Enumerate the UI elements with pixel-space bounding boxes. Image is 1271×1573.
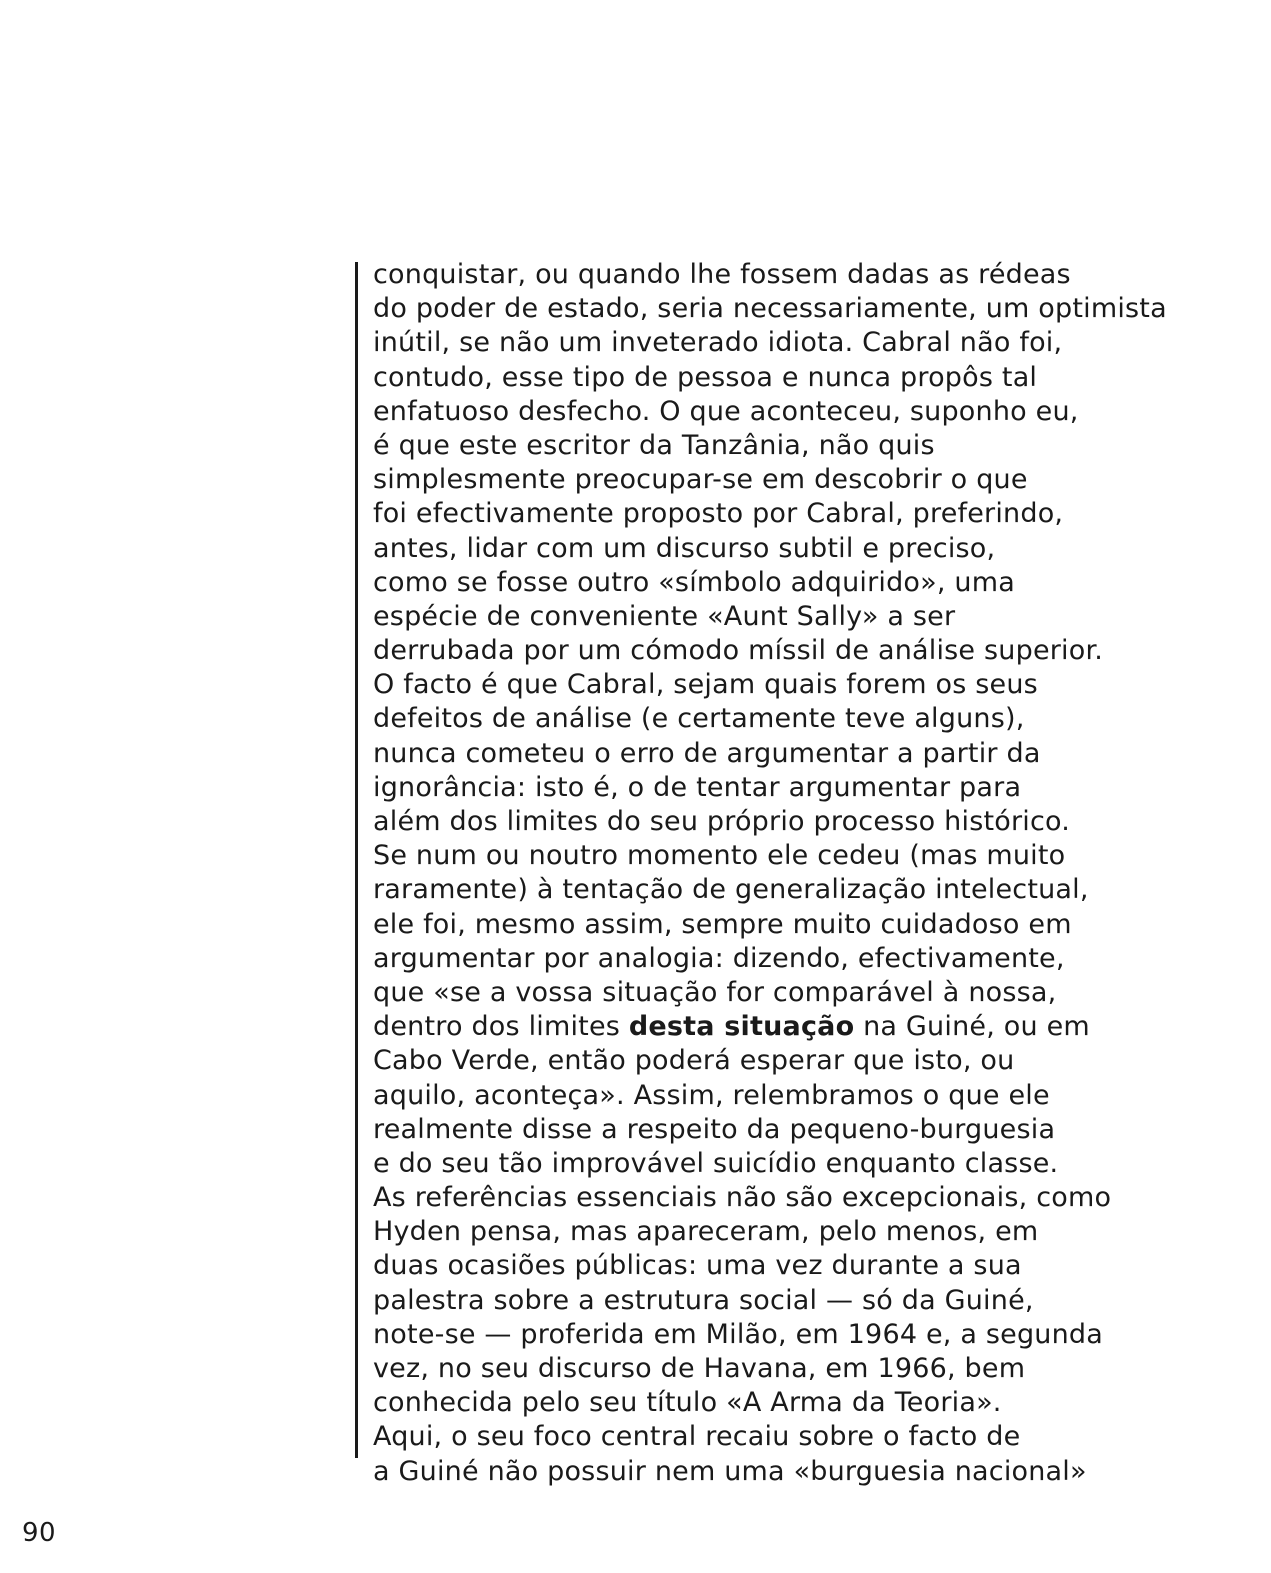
text-line: simplesmente preocupar-se em descobrir o que [373,464,1028,496]
text-line: argumentar por analogia: dizendo, efectivamente, [373,942,1065,974]
text-line: além dos limites do seu próprio processo histórico. [373,806,1071,837]
text-line: contudo, esse tipo de pessoa e nunca propôs tal [373,361,1038,393]
text-line: antes, lidar com um discurso subtil e preciso, [373,532,996,564]
text-line: Hyden pensa, mas apareceram, pelo menos, em [373,1216,1039,1248]
margin-rule [355,262,358,1458]
text-line: Aqui, o seu foco central recaiu sobre o facto de [373,1421,1021,1453]
text-line: nunca cometeu o erro de argumentar a partir da [373,737,1041,769]
text-line: duas ocasiões públicas: uma vez durante a sua [373,1250,1022,1282]
emphasis-line [373,1010,1243,1044]
text-line: Se num ou noutro momento ele cedeu (mas muito [373,840,1066,872]
text-line: ele foi, mesmo assim, sempre muito cuidadoso em [373,908,1072,940]
text-line: conquistar, ou quando lhe fossem dadas as rédeas [373,259,1071,290]
text-line: ignorância: isto é, o de tentar argumentar para [373,771,1022,803]
text-line: O facto é que Cabral, sejam quais forem os seus [373,669,1038,701]
text-line: Cabo Verde, então poderá esperar que isto, ou [373,1045,1015,1077]
text-line: como se fosse outro «símbolo adquirido», uma [373,566,1015,598]
text-line: conhecida pelo seu título «A Arma da Teoria». [373,1387,1002,1419]
text-line: que «se a vossa situação for comparável à nossa, [373,976,1057,1008]
page-number: 90 [22,1518,57,1548]
text-line: defeitos de análise (e certamente teve alguns), [373,703,1025,735]
text-line: realmente disse a respeito da pequeno-burguesia [373,1113,1056,1145]
text-line: foi efectivamente proposto por Cabral, preferindo, [373,498,1064,530]
text-line: é que este escritor da Tanzânia, não quis [373,429,935,461]
text-line: espécie de conveniente «Aunt Sally» a ser [373,600,956,632]
text-line: a Guiné não possuir nem uma «burguesia nacional» [373,1455,1087,1487]
text-line: e do seu tão improvável suicídio enquanto classe. [373,1147,1059,1179]
text-line: enfatuoso desfecho. O que aconteceu, suponho eu, [373,395,1079,427]
text-line: vez, no seu discurso de Havana, em 1966, bem [373,1353,1026,1384]
text-line: aquilo, aconteça». Assim, relembramos o que ele [373,1079,1050,1111]
text-line: derrubada por um cómodo míssil de análise superior. [373,635,1104,667]
body-text [373,258,1243,1489]
text-line: inútil, se não um inveterado idiota. Cabral não foi, [373,327,1063,359]
emphasis-bold: desta situação [628,1011,855,1043]
text-line: As referências essenciais não são excepcionais, como [373,1182,1112,1214]
emphasis-after: na Guiné, ou em [854,1011,1090,1043]
text-line: note-se — proferida em Milão, em 1964 e, a segunda [373,1318,1104,1350]
text-line: do poder de estado, seria necessariamente, um optimista [373,293,1167,325]
text-line: palestra sobre a estrutura social — só da Guiné, [373,1284,1034,1316]
text-line: raramente) à tentação de generalização intelectual, [373,874,1089,906]
emphasis-before: dentro dos limites [373,1011,629,1043]
